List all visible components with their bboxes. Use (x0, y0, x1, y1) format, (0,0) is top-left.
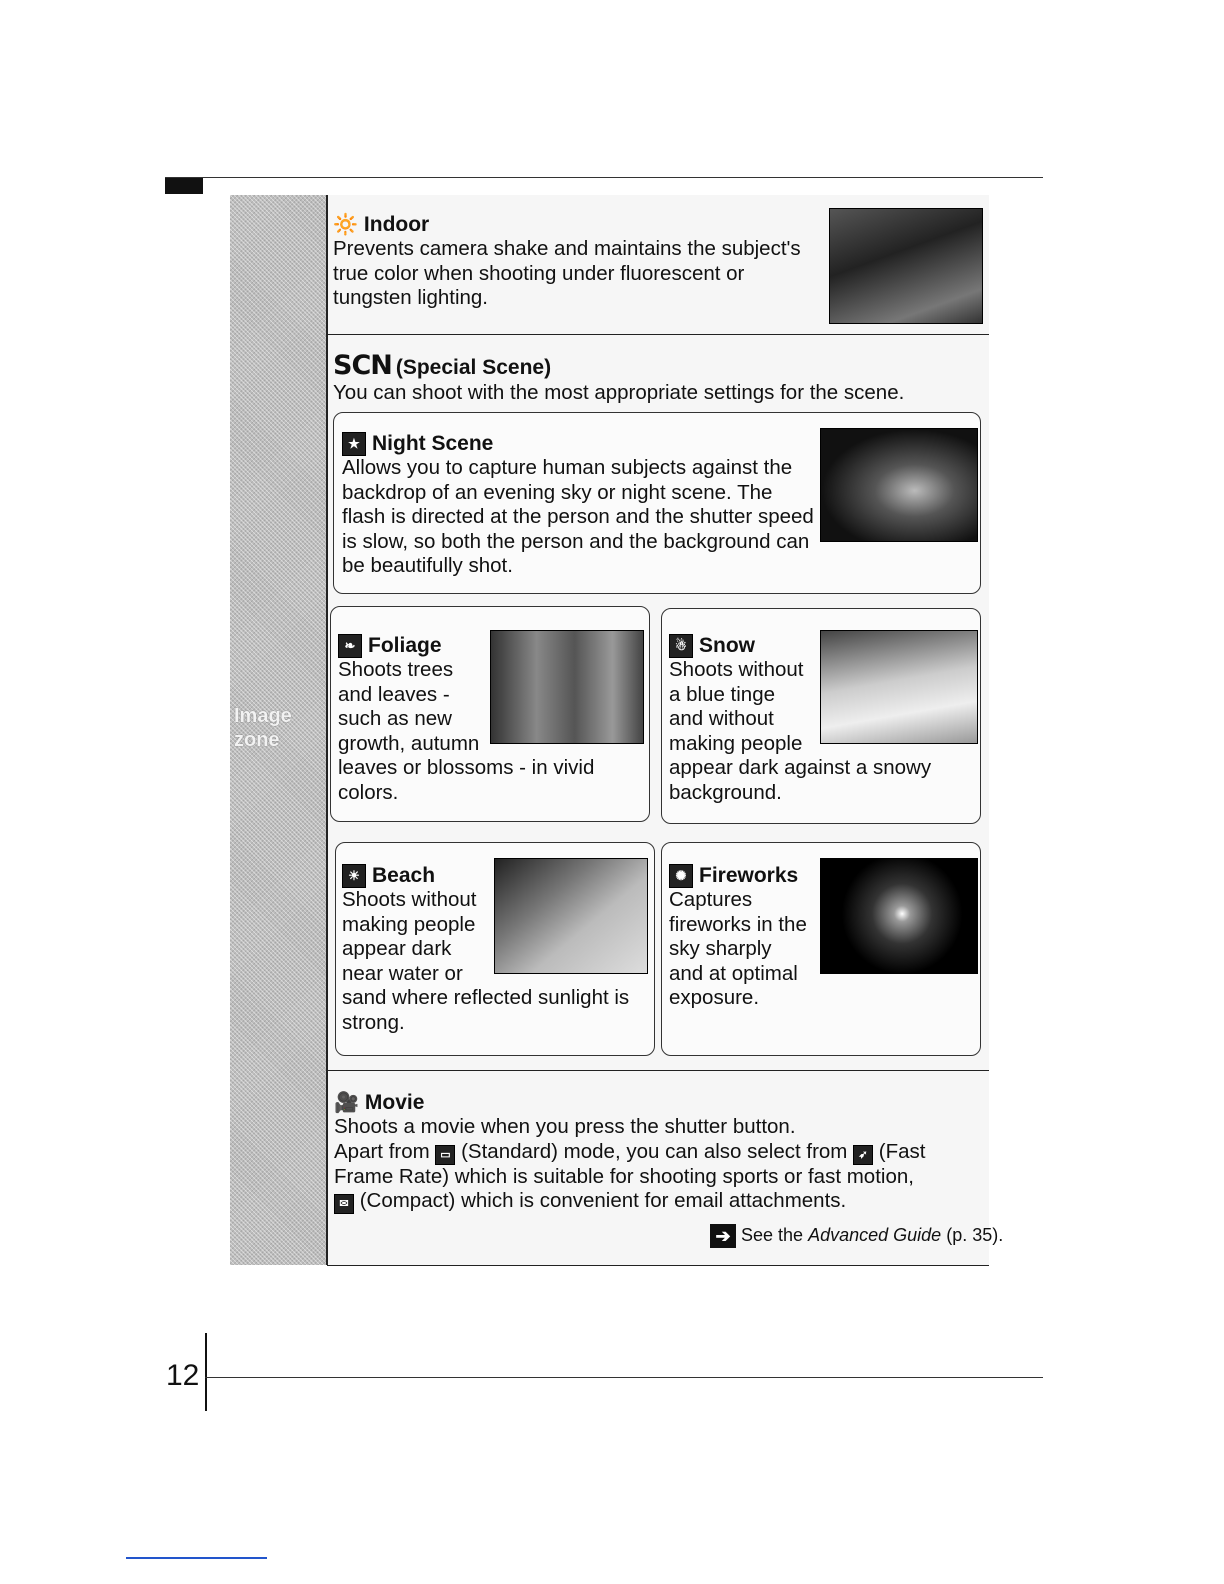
fast-frame-rate-icon: ➶ (853, 1145, 873, 1165)
beach-sample-image (494, 858, 648, 974)
link-underline (126, 1557, 267, 1559)
scn-title: (Special Scene) (395, 356, 552, 379)
indoor-sample-image (829, 208, 983, 324)
foliage-icon: ❧ (338, 634, 362, 658)
scn-body: You can shoot with the most appropriate settings for the scene. (333, 381, 905, 404)
foliage-body-text: Shoots trees and leaves - such as new growth, autumn leaves or blossoms - in vivid colors. (338, 658, 595, 804)
fireworks-icon: ✺ (669, 864, 693, 888)
foliage-sample-image (490, 630, 644, 744)
movie-line2-end: (Fast Frame Rate) which is suitable for shooting sports or fast motion, (334, 1139, 926, 1188)
movie-section (334, 1090, 974, 1214)
foliage-title: Foliage (368, 634, 442, 657)
image-zone-label: Image zone (234, 705, 292, 751)
page-number: 12 (166, 1359, 200, 1392)
divider (327, 1070, 989, 1071)
beach-body-text: Shoots without making people appear dark near water or sand where reflected sunlight is strong. (342, 888, 630, 1034)
night-scene-section (342, 432, 814, 579)
bottom-content-rule (327, 1265, 989, 1266)
movie-line2-start: Apart from (334, 1139, 430, 1163)
movie-line1: Shoots a movie when you press the shutter button. (334, 1115, 796, 1138)
movie-title: Movie (364, 1090, 425, 1114)
movie-line2-mid: (Standard) mode, you can also select from (461, 1139, 848, 1163)
page-number-rule (205, 1333, 207, 1411)
scn-section (333, 350, 973, 406)
indoor-section (333, 212, 818, 311)
reference-suffix: (p. 35). (946, 1224, 1004, 1245)
scn-mark: SCN (333, 350, 392, 381)
snow-body-text: Shoots without a blue tinge and without making people appear dark against a snowy background. (669, 658, 932, 804)
beach-title: Beach (372, 864, 436, 887)
fireworks-sample-image (820, 858, 978, 974)
movie-line3-text: (Compact) which is convenient for email attachments. (359, 1189, 847, 1212)
movie-line3 (334, 1189, 974, 1214)
advanced-guide-reference (710, 1224, 1003, 1248)
night-scene-title: Night Scene (372, 432, 494, 455)
top-rule (165, 177, 1043, 178)
indoor-body: Prevents camera shake and maintains the subject's true color when shooting under fluorescent or tungsten lighting. (333, 237, 801, 309)
fireworks-body-text: Captures fireworks in the sky sharply and at optimal exposure. (669, 888, 807, 1009)
snow-icon: ☃ (669, 634, 693, 658)
section-marker (165, 178, 203, 194)
snow-sample-image (820, 630, 978, 744)
reference-prefix: See the (741, 1224, 804, 1245)
night-scene-sample-image (820, 428, 978, 542)
divider (327, 334, 989, 335)
arrow-right-icon: ➔ (710, 1224, 736, 1248)
standard-movie-icon: ▭ (435, 1145, 455, 1165)
reference-guide-title: Advanced Guide (808, 1224, 942, 1245)
indoor-title: Indoor (363, 212, 430, 236)
movie-line2 (334, 1140, 974, 1190)
footer-rule (205, 1377, 1043, 1378)
snow-title: Snow (699, 634, 755, 657)
content-left-rule (326, 195, 328, 1265)
night-scene-icon: ★ (342, 432, 366, 456)
compact-movie-icon: ✉ (334, 1194, 354, 1214)
fireworks-title: Fireworks (699, 864, 799, 887)
night-scene-body: Allows you to capture human subjects against the backdrop of an evening sky or night scene. The flash is directed at the person and the shutter speed is slow, so both the person and the background can be beautifully shot. (342, 456, 814, 577)
indoor-icon: 🔆 (333, 214, 358, 236)
beach-icon: ☀ (342, 864, 366, 888)
movie-icon: 🎥 (334, 1092, 359, 1114)
